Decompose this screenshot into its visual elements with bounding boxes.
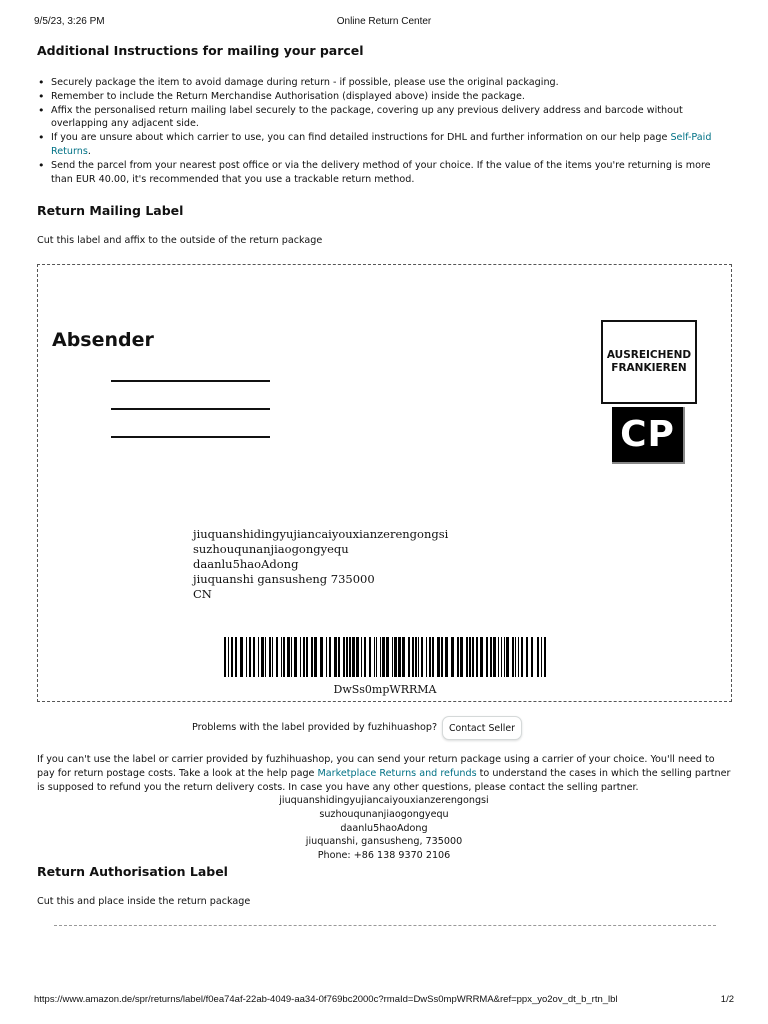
instructions-list (37, 76, 727, 186)
seller-phone: Phone: +86 138 9370 2106 (317, 850, 451, 862)
cp-mark: CP (612, 407, 685, 464)
barcode-bar (228, 637, 229, 677)
barcode-bar (240, 637, 243, 677)
barcode-bar (287, 637, 290, 677)
authorisation-heading: Return Authorisation Label (37, 864, 228, 879)
barcode-bar (498, 637, 499, 677)
barcode-bar (421, 637, 423, 677)
barcode-bar (380, 637, 381, 677)
address-line: daanlu5haoAdong (193, 557, 299, 571)
print-title: Online Return Center (336, 16, 432, 27)
barcode-bar (283, 637, 285, 677)
barcode-bar (490, 637, 492, 677)
barcode-bar (541, 637, 542, 677)
barcode-bar (246, 637, 247, 677)
list-item: • Affix the personalised return mailing label securely to the package, covering up any previous delivery address and barcode without overlapping any adjacent side. (37, 104, 727, 132)
barcode-bar (432, 637, 434, 677)
barcode-bar (272, 637, 273, 677)
barcode-bar (231, 637, 233, 677)
carrier-text-end: . (87, 145, 91, 157)
label-problems-text: Problems with the label provided by fuzhihuashop? (192, 722, 438, 733)
barcode (224, 637, 546, 677)
barcode-bar (291, 637, 292, 677)
barcode-bar (374, 637, 375, 677)
barcode-bar (476, 637, 478, 677)
barcode-bar (361, 637, 362, 677)
sender-line (111, 436, 270, 438)
barcode-bar (437, 637, 440, 677)
barcode-bar (392, 637, 393, 677)
seller-address (234, 794, 534, 863)
barcode-bar (531, 637, 533, 677)
barcode-bar (346, 637, 348, 677)
barcode-bar (504, 637, 505, 677)
barcode-bar (224, 637, 226, 677)
barcode-bar (306, 637, 308, 677)
mailing-label-heading: Return Mailing Label (37, 203, 184, 218)
barcode-bar (343, 637, 345, 677)
mailing-label-cut-note: Cut this label and affix to the outside of the return package (37, 235, 323, 246)
barcode-bar (426, 637, 427, 677)
barcode-bar (445, 637, 448, 677)
barcode-bar (408, 637, 410, 677)
alt-carrier-text: If you can't use the label or carrier provided by fuzhihuashop, you can send your return package using a carrier of your choice. You'll need to pay for return postage costs. Take a look at the help page (37, 754, 715, 779)
self-paid-returns-link[interactable]: Self-Paid Returns (51, 132, 712, 157)
barcode-bar (329, 637, 331, 677)
barcode-bar (281, 637, 282, 677)
address-line: jiuquanshi gansusheng 735000 (193, 572, 375, 586)
barcode-bar (394, 637, 397, 677)
barcode-bar (486, 637, 488, 677)
barcode-bar (303, 637, 305, 677)
barcode-bar (382, 637, 385, 677)
barcode-bar (472, 637, 474, 677)
barcode-bar (386, 637, 389, 677)
barcode-bar (457, 637, 459, 677)
page-number: 1/2 (720, 994, 734, 1005)
stamp-line: FRANKIEREN (611, 362, 687, 374)
sender-line (111, 380, 270, 382)
barcode-bar (349, 637, 351, 677)
barcode-bar (398, 637, 401, 677)
barcode-bar (526, 637, 528, 677)
print-header (34, 16, 734, 30)
barcode-bar (501, 637, 502, 677)
sender-heading: Absender (52, 329, 154, 351)
barcode-bar (235, 637, 237, 677)
barcode-bar (320, 637, 323, 677)
print-datetime: 9/5/23, 3:26 PM (34, 16, 105, 27)
barcode-bar (249, 637, 251, 677)
barcode-bar (300, 637, 301, 677)
alt-carrier-text-end: to understand the cases in which the selling partner is supposed to refund you the return delivery costs. In case you have any other questions, please contact the selling partner. (37, 767, 731, 793)
barcode-bar (512, 637, 514, 677)
postage-stamp-box (601, 320, 697, 404)
barcode-bar (451, 637, 454, 677)
seller-address-line: jiuquanshi, gansusheng, 735000 (305, 836, 463, 848)
barcode-bar (311, 637, 313, 677)
barcode-bar (518, 637, 519, 677)
seller-address-line: jiuquanshidingyujiancaiyouxianzerengongsi (279, 795, 489, 806)
list-item: • Securely package the item to avoid damage during return - if possible, please use the original packaging. (37, 76, 727, 90)
barcode-bar (253, 637, 255, 677)
seller-address-line: daanlu5haoAdong (340, 822, 428, 834)
barcode-bar (364, 637, 366, 677)
page-url: https://www.amazon.de/spr/returns/label/f0ea74af-22ab-4049-aa34-0f769bc2000c?rmaId=DwSs0mpWRRMA&ref=ppx_yo2ov_dt_b_rtn_lbl (34, 994, 618, 1005)
barcode-bar (515, 637, 516, 677)
address-line: jiuquanshidingyujiancaiyouxianzerengongsi (193, 527, 449, 541)
barcode-bar (261, 637, 264, 677)
stamp-line: AUSREICHEND (606, 349, 692, 361)
cut-line (54, 925, 716, 926)
barcode-bar (376, 637, 377, 677)
barcode-bar (415, 637, 417, 677)
barcode-bar (258, 637, 259, 677)
address-line: CN (193, 587, 212, 601)
barcode-bar (418, 637, 419, 677)
barcode-bar (480, 637, 483, 677)
alt-carrier-paragraph (37, 753, 732, 794)
barcode-bar (460, 637, 463, 677)
barcode-bar (356, 637, 359, 677)
list-item (37, 131, 727, 159)
barcode-bar (537, 637, 539, 677)
list-item: • Send the parcel from your nearest post office or via the delivery method of your choice. If the value of the items you're returning is more than EUR 40.00, it's recommended that you use a trackable return method. (37, 159, 727, 187)
barcode-bar (441, 637, 443, 677)
instructions-heading: Additional Instructions for mailing your parcel (37, 43, 364, 58)
barcode-bar (544, 637, 546, 677)
marketplace-returns-link[interactable]: Marketplace Returns and refunds (317, 767, 477, 779)
barcode-bar (521, 637, 523, 677)
barcode-bar (469, 637, 471, 677)
barcode-bar (429, 637, 431, 677)
print-footer (34, 994, 734, 1008)
list-item: • Remember to include the Return Merchandise Authorisation (displayed above) inside the package. (37, 90, 727, 104)
barcode-bar (352, 637, 355, 677)
recipient-address (193, 527, 448, 602)
authorisation-cut-note: Cut this and place inside the return package (37, 896, 251, 907)
barcode-bar (402, 637, 405, 677)
barcode-bar (314, 637, 317, 677)
sender-line (111, 408, 270, 410)
seller-address-line: suzhouqunanjiaogongyequ (319, 808, 449, 820)
barcode-bar (369, 637, 371, 677)
carrier-text: If you are unsure about which carrier to use, you can find detailed instructions for DHL and further information on our help page (51, 132, 671, 144)
barcode-bar (338, 637, 340, 677)
barcode-bar (493, 637, 496, 677)
barcode-bar (294, 637, 297, 677)
contact-seller-button[interactable]: Contact Seller (442, 716, 522, 740)
barcode-bar (506, 637, 509, 677)
address-line: suzhouqunanjiaogongyequ (193, 542, 349, 556)
barcode-bar (269, 637, 271, 677)
barcode-text: DwSs0mpWRRMA (333, 683, 437, 696)
barcode-bar (265, 637, 266, 677)
barcode-bar (412, 637, 414, 677)
barcode-bar (276, 637, 278, 677)
barcode-bar (466, 637, 468, 677)
return-mailing-label (37, 264, 732, 702)
barcode-bar (334, 637, 337, 677)
barcode-bar (326, 637, 327, 677)
